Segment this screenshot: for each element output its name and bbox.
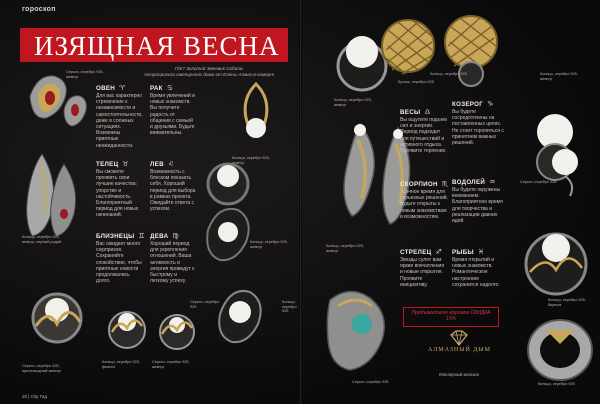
sign-text: Время открытий и новых знакомств. Романтическое настроение сохранится надолго. (452, 257, 500, 288)
sign-name: БЛИЗНЕЦЫ (96, 232, 135, 240)
page-title: ИЗЯЩНАЯ ВЕСНА (34, 31, 280, 61)
credits (114, 66, 304, 78)
caption-16: Кольцо, серебро 925 (538, 382, 575, 386)
brand-logo: АЛМАЗНЫЙ ДЫМ (428, 347, 491, 353)
ring-black-pearl-wave-image (516, 218, 596, 302)
sign-text: Возможность с блеском показать себя. Хороший период для выбора в рамках проекта. Ожидайте ответа с успехом. (150, 169, 196, 213)
sign-libra (400, 108, 448, 154)
earring-pearl-gold-loop-image (236, 80, 276, 150)
caption-4: Кольцо, серебро 925, фианит (102, 360, 140, 369)
caption-15: Серьги, серебро 925 (352, 380, 389, 384)
sign-name: ТЕЛЕЦ (96, 160, 119, 168)
brooch-gold-mesh-image (378, 14, 438, 78)
caption-13: Серьги, серебро 925 (520, 180, 557, 184)
sign-text: Вы будете окружены вниманием. Благоприятное время для творчества и реализации давних идей. (452, 187, 503, 225)
sign-virgo (150, 232, 196, 284)
virgo-icon: ♍ (172, 233, 179, 240)
caption-8: Серьги, серебро 925 (190, 300, 220, 309)
caption-1: Серьги, серебро 925, жемчуг (66, 70, 104, 79)
sign-name: РЫБЫ (452, 248, 474, 256)
earring-turquoise-image (320, 280, 400, 380)
sign-text: Для вас характерно стремление к независимости и самостоятельности, даже в сложных ситуациях. Возможны приятные неожиданности. (96, 93, 143, 149)
sign-name: СТРЕЛЕЦ (400, 248, 432, 256)
caption-14: Кольцо, серебро 925, бирюза (548, 298, 586, 307)
sign-name: КОЗЕРОГ (452, 100, 484, 108)
gemini-icon: ♊ (138, 233, 146, 240)
scorpio-icon: ♏ (441, 181, 449, 188)
earring-gold-red-image-2 (60, 90, 90, 130)
sign-text: Вы сможете проявить свои лучшие качества: упорство и настойчивость. Благоприятный период для новых начинаний. (96, 169, 139, 219)
sagittarius-icon: ♐ (435, 249, 443, 256)
sign-text: Звезды сулят вам яркие впечатления и новые открытия. Проявите инициативу. (400, 257, 445, 288)
sign-scorpio (400, 180, 448, 220)
libra-icon: ♎ (424, 109, 431, 116)
sign-text: Вы ощутите подъем сил и энергии. Период подходит для путешествий и активного отдыха. Проявите терпение. (400, 117, 447, 155)
sign-name: ВЕСЫ (400, 108, 421, 116)
leaf-earring-image-2 (44, 160, 84, 240)
brand-address: Ювелирный магазин (438, 372, 480, 377)
caption-6: Кольцо, серебро 925, жемчуг (232, 156, 270, 165)
caption-3: Серьги, серебро 925, пресноводный жемчуг (22, 364, 62, 373)
diamond-logo-icon (448, 330, 470, 346)
sign-pisces (452, 248, 506, 288)
aries-icon: ♈ (119, 85, 126, 92)
leo-icon: ♌ (167, 161, 175, 168)
caption-5: Серьги, серебро 925, жемчуг (152, 360, 190, 369)
sign-capricorn (452, 100, 506, 146)
pisces-icon: ♓ (477, 249, 485, 256)
capricorn-icon: ♑ (487, 101, 494, 108)
ring-pearl-gold-image (102, 296, 152, 354)
ring-pearl-black-image-3 (210, 280, 270, 346)
caption-9: Кольцо, серебро 925, жемчуг (334, 98, 372, 107)
credits-line-1: Где? Золотой Змеевик Собалы (174, 66, 244, 71)
sign-text: Вас ожидает много сюрпризов. Сохраняйте спокойствие, чтобы приятные новости продолжались долго. (96, 241, 142, 285)
aquarius-icon: ♒ (489, 179, 496, 186)
sign-name: ЛЕВ (150, 160, 164, 168)
sign-name: ОВЕН (96, 84, 116, 92)
caption-11: Кольцо, серебро 925, жемчуг (540, 72, 578, 81)
earring-pearl-image (540, 140, 590, 200)
sign-text: Хороший период для укрепления отношений. Ваша активность и энергия приведут к быстрому и легкому успеху. (150, 241, 195, 285)
sign-cancer (150, 84, 196, 136)
ring-pearl-mesh-image-2 (436, 8, 506, 92)
caption-12: Кольцо, серебро 925, жемчуг (326, 244, 364, 253)
sign-name: СКОРПИОН (400, 180, 438, 188)
sign-aries (96, 84, 144, 149)
sign-leo (150, 160, 196, 212)
sign-name: РАК (150, 84, 163, 92)
section-label: гороскоп (22, 6, 56, 13)
sign-text: Время увлечений и новых знакомств. Вы получите радость от общения с семьей и друзьями. Будьте внимательны. (150, 93, 195, 137)
caption-17: Кольцо, серебро 925 (430, 72, 467, 76)
sign-taurus (96, 160, 144, 219)
caption-18: Кольцо, серебро 925 (282, 300, 297, 314)
credits-line-2: Астропрогноз ювелирного дома от Елены Алмаз-в-камерт (143, 72, 275, 77)
page-footer: 20 | City Гид (22, 394, 47, 399)
caption-10: Брошь, серебро 925 (398, 80, 434, 84)
sign-sagittarius (400, 248, 448, 288)
sign-gemini (96, 232, 144, 284)
ring-pearl-black-image-2 (200, 200, 256, 270)
sign-text: Вы будете сосредоточены на поставленных целях. Не стоит торопиться с принятием важных решений. (452, 109, 504, 147)
promo-text: Предъявителю журнала СКИДКА 15% (411, 310, 491, 323)
caption-2: Кольцо, серебро 925, жемчуг, черный родий (22, 235, 61, 244)
taurus-icon: ♉ (122, 161, 129, 168)
sign-text: Удачное время для серьезных решений. Будьте открыты к новым знакомствам и возможностям. (400, 189, 448, 220)
sign-name: ВОДОЛЕЙ (452, 178, 486, 186)
ring-pearl-cluster-image (22, 280, 92, 350)
sign-aquarius (452, 178, 506, 224)
ring-wide-silver-image (520, 310, 600, 390)
caption-7: Кольцо, серебро 925, жемчуг (250, 240, 288, 249)
page-gutter (299, 0, 302, 404)
cancer-icon: ♋ (166, 85, 174, 92)
sign-name: ДЕВА (150, 232, 169, 240)
